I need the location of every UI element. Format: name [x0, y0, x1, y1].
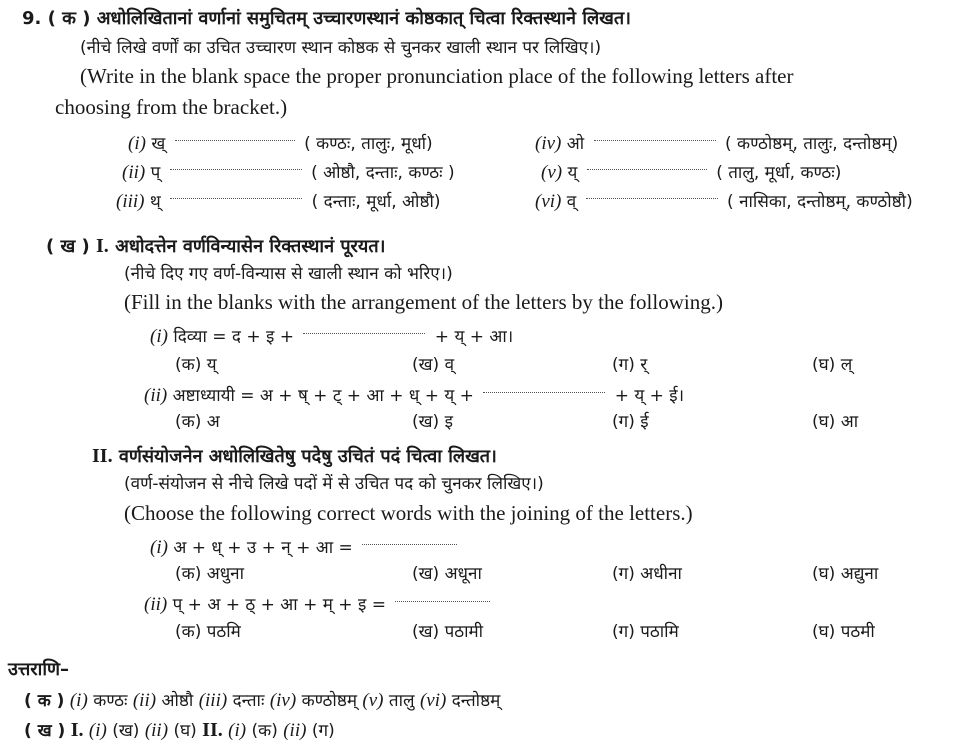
option[interactable]: (ख) इ	[412, 412, 453, 432]
option[interactable]: (ग) अधीना	[612, 564, 682, 584]
option[interactable]: (घ) आ	[812, 412, 859, 432]
option[interactable]: (क) य्	[175, 355, 217, 375]
part-ka-instruction-hindi: (नीचे लिखे वर्णों का उचित उच्चारण स्थान कोष्ठक से चुनकर खाली स्थान पर लिखिए।)	[80, 38, 602, 58]
item-choices: ( कण्ठोष्ठम्, तालुः, दन्तोष्ठम्)	[725, 134, 899, 154]
answer-blank[interactable]	[594, 139, 716, 141]
answer-blank[interactable]	[587, 168, 707, 170]
answers-line-kha: ( ख ) I. (i) (ख) (ii) (घ) II. (i) (क) (ii) (ग)	[24, 719, 335, 741]
item-letter: थ्	[149, 192, 161, 212]
item-choices: ( दन्ताः, मूर्धा, ओष्ठौ)	[311, 192, 441, 212]
option[interactable]: (ख) व्	[412, 355, 455, 375]
option[interactable]: (ख) पठामी	[412, 622, 484, 642]
section-1-question: (i) दिव्या = द + इ + + य् + आ।	[150, 326, 514, 347]
part-ka-item: (iv) ओ ( कण्ठोष्ठम्, तालुः, दन्तोष्ठम्)	[535, 133, 899, 154]
option[interactable]: (ग) र्	[612, 355, 648, 375]
part-ka-instruction-english-1: (Write in the blank space the proper pronunciation place of the following letters after	[80, 64, 794, 88]
question-heading	[22, 10, 631, 28]
item-letter: ओ	[566, 134, 585, 154]
option[interactable]: (घ) पठमी	[812, 622, 875, 642]
answers-heading: उत्तराणि–	[8, 659, 70, 680]
option[interactable]: (ग) पठामि	[612, 622, 679, 642]
section-2-instruction-english: (Choose the following correct words with the joining of the letters.)	[124, 501, 693, 525]
part-ka-instruction-english-2: choosing from the bracket.)	[55, 95, 288, 119]
answer-blank[interactable]	[362, 543, 457, 545]
part-ka-instruction-sanskrit: अधोलिखितानां वर्णानां समुचितम् उच्चारणस्थानं कोष्ठकात् चित्वा रिक्तस्थाने लिखत।	[96, 8, 631, 29]
answer-blank[interactable]	[586, 197, 718, 199]
item-choices: ( ओष्ठौ, दन्ताः, कण्ठः )	[311, 163, 455, 183]
item-choices: ( तालु, मूर्धा, कण्ठः)	[716, 163, 842, 183]
answer-blank[interactable]	[170, 168, 302, 170]
item-letter: प्	[150, 163, 161, 183]
part-ka-item: (ii) प् ( ओष्ठौ, दन्ताः, कण्ठः )	[122, 162, 455, 183]
option[interactable]: (घ) अद्युना	[812, 564, 879, 584]
part-kha-label: ( ख )	[46, 236, 90, 257]
section-1-instruction-english: (Fill in the blanks with the arrangement of the letters by the following.)	[124, 290, 723, 314]
section-2-roman: II.	[92, 445, 113, 467]
section-1-roman: I.	[96, 235, 109, 257]
section-2-instruction-sanskrit: वर्णसंयोजनेन अधोलिखितेषु पदेषु उचितं पदं चित्वा लिखत।	[118, 446, 497, 467]
item-letter: ख्	[151, 134, 166, 154]
answer-blank[interactable]	[303, 332, 425, 334]
answer-blank[interactable]	[175, 139, 295, 141]
section-2-instruction-hindi: (वर्ण-संयोजन से नीचे लिखे पदों में से उचित पद को चुनकर लिखिए।)	[124, 474, 544, 494]
answer-blank[interactable]	[395, 600, 490, 602]
option[interactable]: (क) अ	[175, 412, 220, 432]
section-1-instruction-hindi: (नीचे दिए गए वर्ण-विन्यास से खाली स्थान को भरिए।)	[124, 264, 453, 284]
section-2-question: (ii) प् + अ + ठ् + आ + म् + इ =	[144, 595, 494, 614]
question-number: 9.	[22, 8, 42, 29]
part-ka-item: (v) य् ( तालु, मूर्धा, कण्ठः)	[541, 162, 842, 183]
section-2-heading	[92, 446, 497, 466]
answer-blank[interactable]	[483, 391, 605, 393]
option[interactable]: (ग) ई	[612, 412, 649, 432]
item-choices: ( कण्ठः, तालुः, मूर्धा)	[304, 134, 433, 154]
section-1-instruction-sanskrit: अधोदत्तेन वर्णविन्यासेन रिक्तस्थानं पूरयत।	[115, 236, 386, 257]
item-letter: व्	[566, 192, 577, 212]
option[interactable]: (क) अधुना	[175, 564, 245, 584]
section-2-question: (i) अ + ध् + उ + न् + आ =	[150, 538, 461, 557]
option[interactable]: (ख) अधूना	[412, 564, 482, 584]
answer-blank[interactable]	[170, 197, 302, 199]
option[interactable]: (घ) ल्	[812, 355, 853, 375]
item-letter: य्	[567, 163, 578, 183]
answers-line-ka: ( क ) (i) कण्ठः (ii) ओष्ठौ (iii) दन्ताः (iv) कण्ठोष्ठम् (v) तालु (vi) दन्तोष्ठम्	[24, 690, 501, 711]
section-1-question: (ii) अष्टाध्यायी = अ + ष् + ट् + आ + ध् + य् + + य् + ई।	[144, 385, 685, 406]
part-kha-heading	[46, 236, 385, 256]
part-ka-item: (i) ख् ( कण्ठः, तालुः, मूर्धा)	[128, 133, 433, 154]
part-ka-label: ( क )	[47, 8, 91, 29]
part-ka-item: (iii) थ् ( दन्ताः, मूर्धा, ओष्ठौ)	[116, 191, 441, 212]
item-choices: ( नासिका, दन्तोष्ठम्, कण्ठोष्ठौ)	[727, 192, 913, 212]
part-ka-item: (vi) व् ( नासिका, दन्तोष्ठम्, कण्ठोष्ठौ)	[535, 191, 913, 212]
option[interactable]: (क) पठमि	[175, 622, 241, 642]
